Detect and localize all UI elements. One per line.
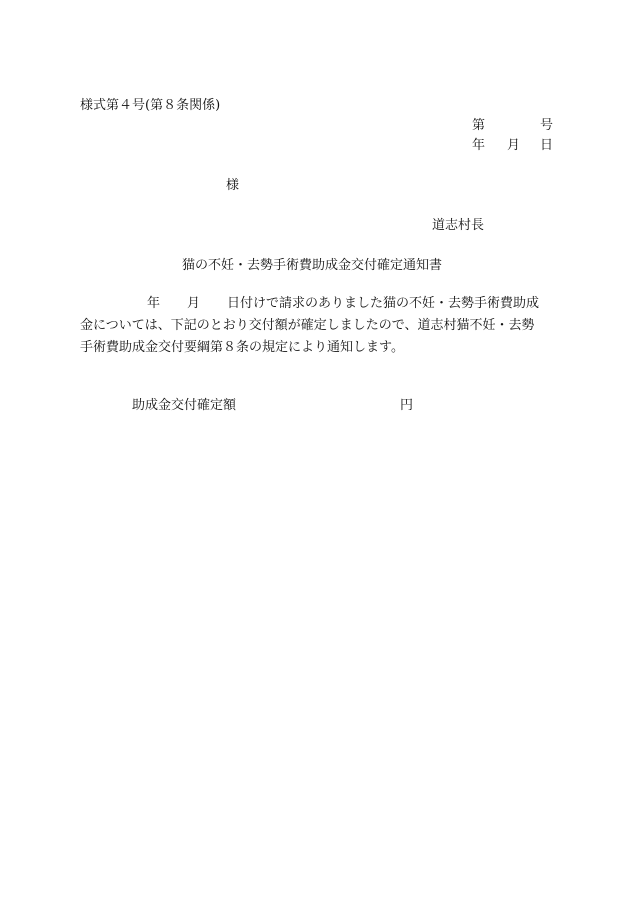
document-title: 猫の不妊・去勢手術費助成金交付確定通知書 [182,258,443,273]
date-day-label: 日 [540,138,554,153]
body-line-1: 日付けで請求のありました猫の不妊・去勢手術費助成 [227,296,540,311]
document-number-prefix: 第 [472,118,486,133]
document-number-suffix: 号 [540,118,554,133]
date-year-label: 年 [472,138,486,153]
recipient-honorific: 様 [226,178,240,193]
body-line-3: 手術費助成金交付要綱第８条の規定により通知します。 [80,340,404,355]
body-line-2: 金については、下記のとおり交付額が確定しましたので、道志村猫不妊・去勢 [80,318,535,333]
form-number-label: 様式第４号(第８条関係) [80,98,221,113]
amount-unit: 円 [400,398,414,413]
amount-label: 助成金交付確定額 [132,398,237,413]
body-year-label: 年 [147,296,161,311]
body-month-label: 月 [187,296,201,311]
date-month-label: 月 [507,138,521,153]
sender-name: 道志村長 [432,218,485,233]
